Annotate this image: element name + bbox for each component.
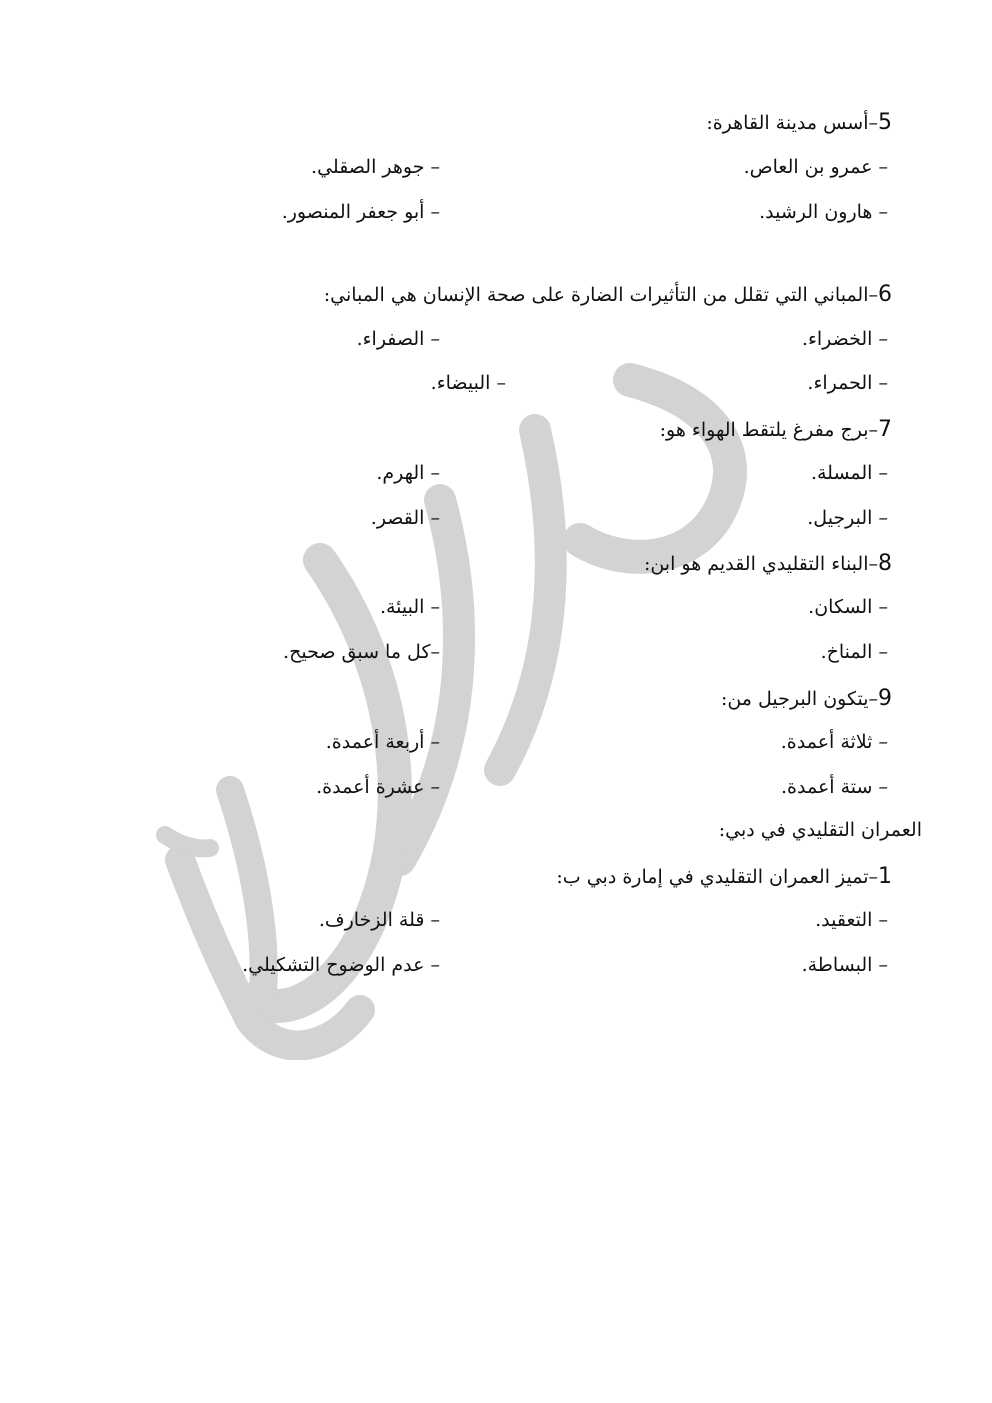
question-9-text: –يتكون البرجيل من: xyxy=(720,688,878,710)
question-7-option-2: – الهرم. xyxy=(376,462,440,484)
question-7-number: 7 xyxy=(878,417,892,442)
question-6-option-1: – الخضراء. xyxy=(801,328,888,350)
question-9 xyxy=(721,686,892,711)
question-8-option-4: –كل ما سبق صحيح. xyxy=(283,641,440,663)
question-9-option-3: – ستة أعمدة. xyxy=(781,776,888,798)
question-1-option-3: – البساطة. xyxy=(801,954,888,976)
question-8 xyxy=(644,551,892,576)
question-9-option-4: – عشرة أعمدة. xyxy=(316,776,440,798)
question-1-option-1: – التعقيد. xyxy=(815,909,888,931)
question-8-option-1: – السكان. xyxy=(808,596,888,618)
question-1-number: 1 xyxy=(878,864,892,889)
question-7 xyxy=(660,417,892,442)
question-1-text: –تميز العمران التقليدي في إمارة دبي ب: xyxy=(556,866,878,888)
question-1 xyxy=(556,864,892,889)
question-8-text: –البناء التقليدي القديم هو ابن: xyxy=(643,553,878,575)
question-6 xyxy=(324,282,892,307)
question-9-number: 9 xyxy=(878,686,892,711)
question-5-option-4: – أبو جعفر المنصور. xyxy=(281,201,440,223)
question-7-option-3: – البرجيل. xyxy=(807,507,888,529)
question-9-option-2: – أربعة أعمدة. xyxy=(325,731,440,753)
question-7-option-4: – القصر. xyxy=(370,507,440,529)
question-8-option-3: – المناخ. xyxy=(820,641,888,663)
question-8-option-2: – البيئة. xyxy=(379,596,440,618)
question-7-text: –برج مفرغ يلتقط الهواء هو: xyxy=(659,419,878,441)
question-8-number: 8 xyxy=(878,551,892,576)
question-6-option-4: – البيضاء. xyxy=(430,372,506,394)
question-9-option-1: – ثلاثة أعمدة. xyxy=(780,731,888,753)
question-5-option-2: – جوهر الصقلي. xyxy=(311,156,440,178)
watermark-calligraphy xyxy=(140,360,780,1060)
question-1-option-2: – قلة الزخارف. xyxy=(318,909,440,931)
question-1-option-4: – عدم الوضوح التشكيلي. xyxy=(242,954,440,976)
question-6-option-2: – الصفراء. xyxy=(356,328,440,350)
question-6-option-3: – الحمراء. xyxy=(807,372,888,394)
question-6-text: –المباني التي تقلل من التأثيرات الضارة على صحة الإنسان هي المباني: xyxy=(323,284,878,306)
question-5-text: –أسس مدينة القاهرة: xyxy=(706,112,878,134)
question-7-option-1: – المسلة. xyxy=(810,462,888,484)
question-5-option-3: – هارون الرشيد. xyxy=(759,201,888,223)
question-5-number: 5 xyxy=(878,110,892,135)
question-5-option-1: – عمرو بن العاص. xyxy=(743,156,888,178)
question-5 xyxy=(706,110,892,135)
question-6-number: 6 xyxy=(878,282,892,307)
section-heading: العمران التقليدي في دبي: xyxy=(718,819,922,841)
